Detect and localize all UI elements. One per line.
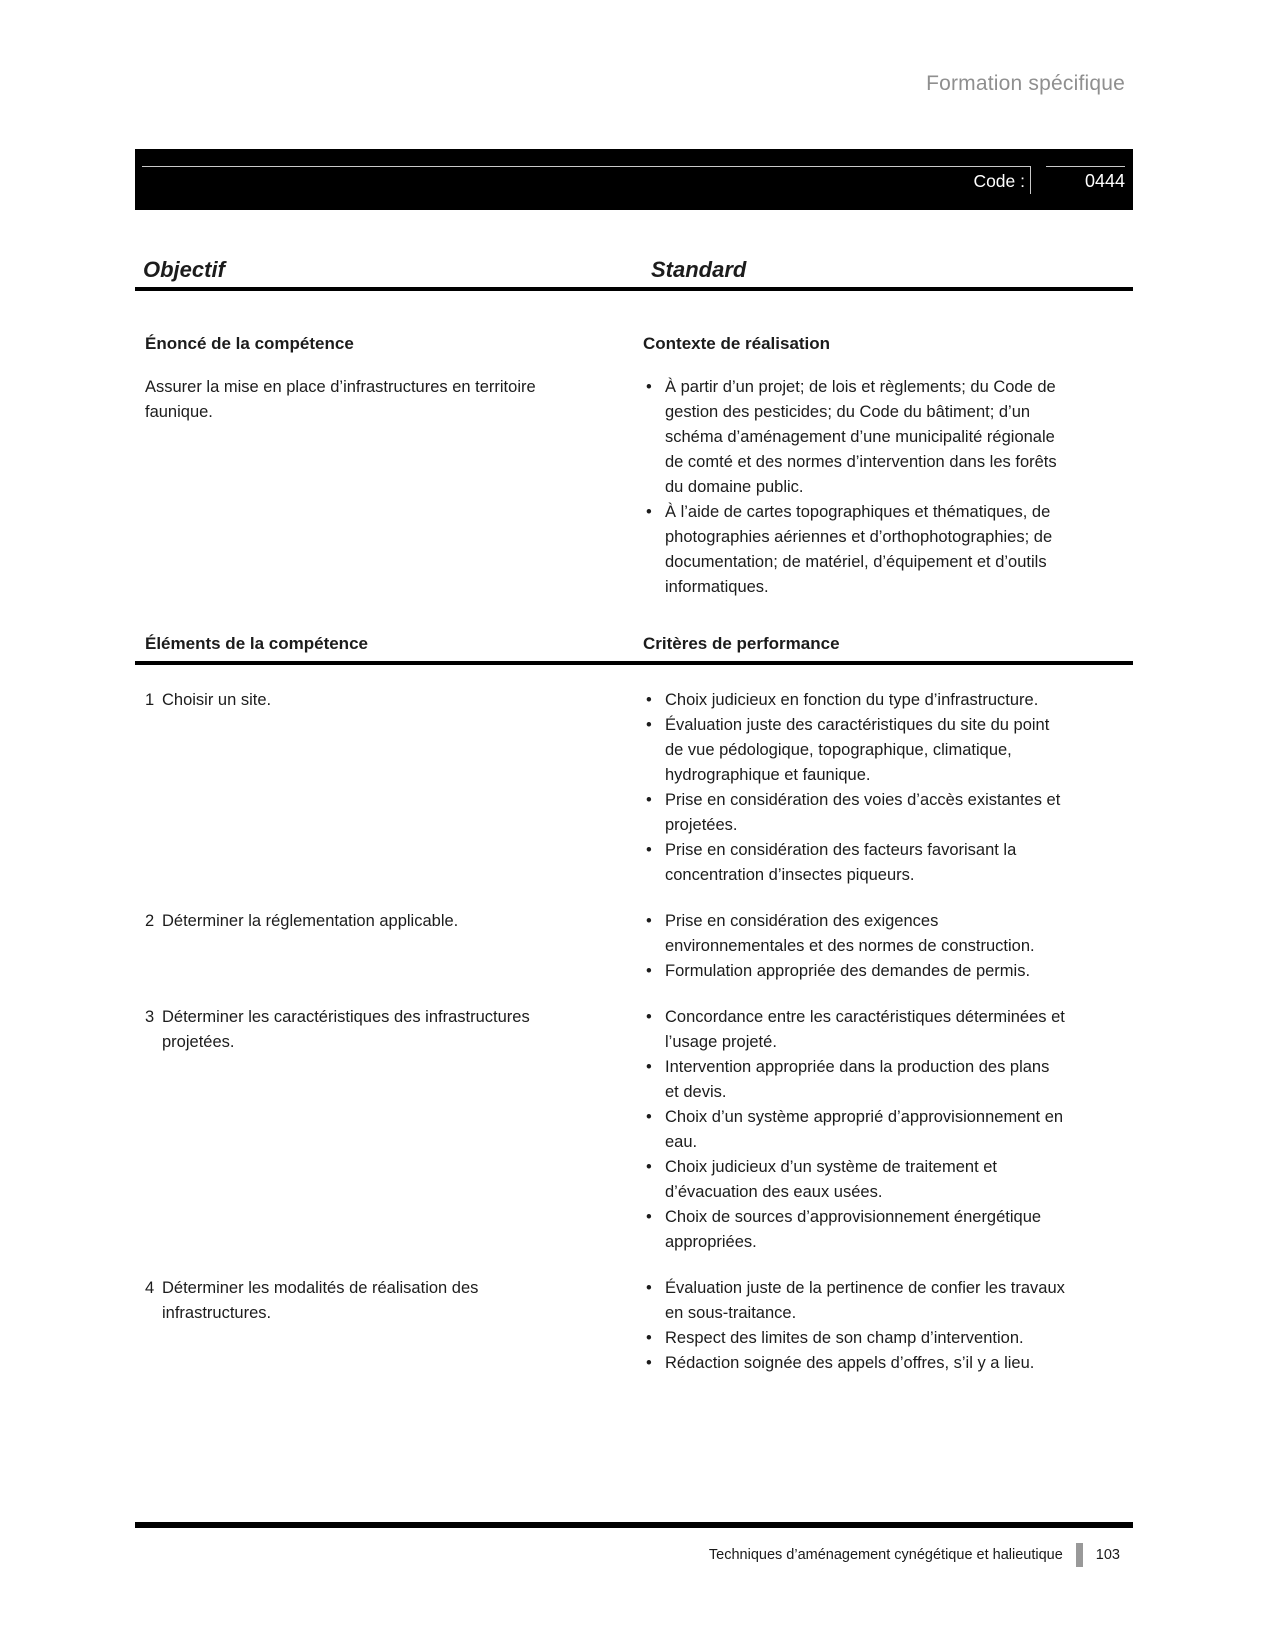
code-underline bbox=[1046, 166, 1125, 167]
critere-bullet: • Formulation appropriée des demandes de permis. bbox=[643, 959, 1065, 984]
critere-bullet: • Choix judicieux en fonction du type d’infrastructure. bbox=[643, 688, 1065, 713]
critere-bullet: • Intervention appropriée dans la production des plans et devis. bbox=[643, 1055, 1065, 1105]
title-underline bbox=[142, 166, 1030, 167]
element-text: Déterminer les modalités de réalisation des infrastructures. bbox=[162, 1279, 479, 1322]
footer-inner bbox=[135, 1528, 1133, 1567]
competence-row bbox=[135, 1005, 1133, 1255]
page-footer bbox=[135, 1522, 1133, 1567]
enonce-heading: Énoncé de la compétence bbox=[145, 334, 354, 353]
element-cell bbox=[135, 1005, 643, 1255]
competence-row bbox=[135, 1276, 1133, 1376]
contexte-bullet: • À l’aide de cartes topographiques et thématiques, de photographies aériennes et d’orthophotographies; de documentation; de matériel, d’équipement et d’outils informatiques. bbox=[643, 500, 1065, 600]
elements-rows bbox=[135, 688, 1133, 1376]
critere-bullet: • Évaluation juste de la pertinence de confier les travaux en sous-traitance. bbox=[643, 1276, 1065, 1326]
critere-bullet: • Choix judicieux d’un système de traitement et d’évacuation des eaux usées. bbox=[643, 1155, 1065, 1205]
critere-bullet: • Choix de sources d’approvisionnement énergétique appropriées. bbox=[643, 1205, 1065, 1255]
element-number: 3 bbox=[145, 1008, 155, 1026]
criteres-list bbox=[643, 688, 1065, 888]
element-cell bbox=[135, 688, 643, 888]
code-cell-divider bbox=[1030, 166, 1031, 194]
column-header-standard: Standard bbox=[651, 257, 747, 282]
footer-divider-bar bbox=[1076, 1543, 1083, 1567]
section-headers-competence bbox=[135, 333, 1133, 355]
critere-bullet: • Prise en considération des voies d’accès existantes et projetées. bbox=[643, 788, 1065, 838]
competence-row bbox=[135, 688, 1133, 888]
element-number: 4 bbox=[145, 1279, 155, 1297]
main-content bbox=[135, 257, 1133, 1376]
critere-bullet: • Respect des limites de son champ d’intervention. bbox=[643, 1326, 1065, 1351]
critere-bullet: • Prise en considération des facteurs favorisant la concentration d’insectes piqueurs. bbox=[643, 838, 1065, 888]
code-value: 0444 bbox=[1084, 171, 1125, 191]
elements-heading: Éléments de la compétence bbox=[145, 634, 368, 653]
contexte-heading: Contexte de réalisation bbox=[643, 334, 831, 353]
critere-bullet: • Évaluation juste des caractéristiques du site du point de vue pédologique, topographique, climatique, hydrographique et faunique. bbox=[643, 713, 1065, 788]
title-bar bbox=[135, 149, 1133, 210]
element-number: 1 bbox=[145, 691, 155, 709]
footer-page-number: 103 bbox=[1095, 1547, 1120, 1563]
element-cell bbox=[135, 1276, 643, 1376]
critere-bullet: • Choix d’un système approprié d’approvisionnement en eau. bbox=[643, 1105, 1065, 1155]
running-header: Formation spécifique bbox=[926, 72, 1125, 95]
contexte-bullet-list bbox=[643, 375, 1065, 600]
footer-program-title: Techniques d’aménagement cynégétique et halieutique bbox=[708, 1547, 1063, 1563]
enonce-row bbox=[135, 375, 1133, 600]
criteres-list bbox=[643, 909, 1065, 984]
element-cell bbox=[135, 909, 643, 984]
criteres-list bbox=[643, 1276, 1065, 1376]
criteres-list bbox=[643, 1005, 1065, 1255]
element-number: 2 bbox=[145, 912, 155, 930]
criteres-heading: Critères de performance bbox=[643, 634, 840, 653]
element-text: Choisir un site. bbox=[162, 691, 272, 709]
critere-bullet: • Concordance entre les caractéristiques déterminées et l’usage projeté. bbox=[643, 1005, 1065, 1055]
critere-bullet: • Prise en considération des exigences environnementales et des normes de construction. bbox=[643, 909, 1065, 959]
critere-bullet: • Rédaction soignée des appels d’offres, s’il y a lieu. bbox=[643, 1351, 1065, 1376]
section-headers-elements bbox=[135, 633, 1133, 665]
element-text: Déterminer la réglementation applicable. bbox=[162, 912, 459, 930]
element-text: Déterminer les caractéristiques des infrastructures projetées. bbox=[162, 1008, 530, 1051]
code-label: Code : bbox=[973, 171, 1025, 191]
contexte-bullet: • À partir d’un projet; de lois et règlements; du Code de gestion des pesticides; du Code du bâtiment; d’un schéma d’aménagement d’une municipalité régionale de comté et des normes d’intervention dans les forêts du domaine public. bbox=[643, 375, 1065, 500]
column-header-objectif: Objectif bbox=[143, 257, 225, 282]
enonce-text: Assurer la mise en place d’infrastructures en territoire faunique. bbox=[145, 378, 536, 421]
column-headers bbox=[135, 257, 1133, 291]
competence-row bbox=[135, 909, 1133, 984]
